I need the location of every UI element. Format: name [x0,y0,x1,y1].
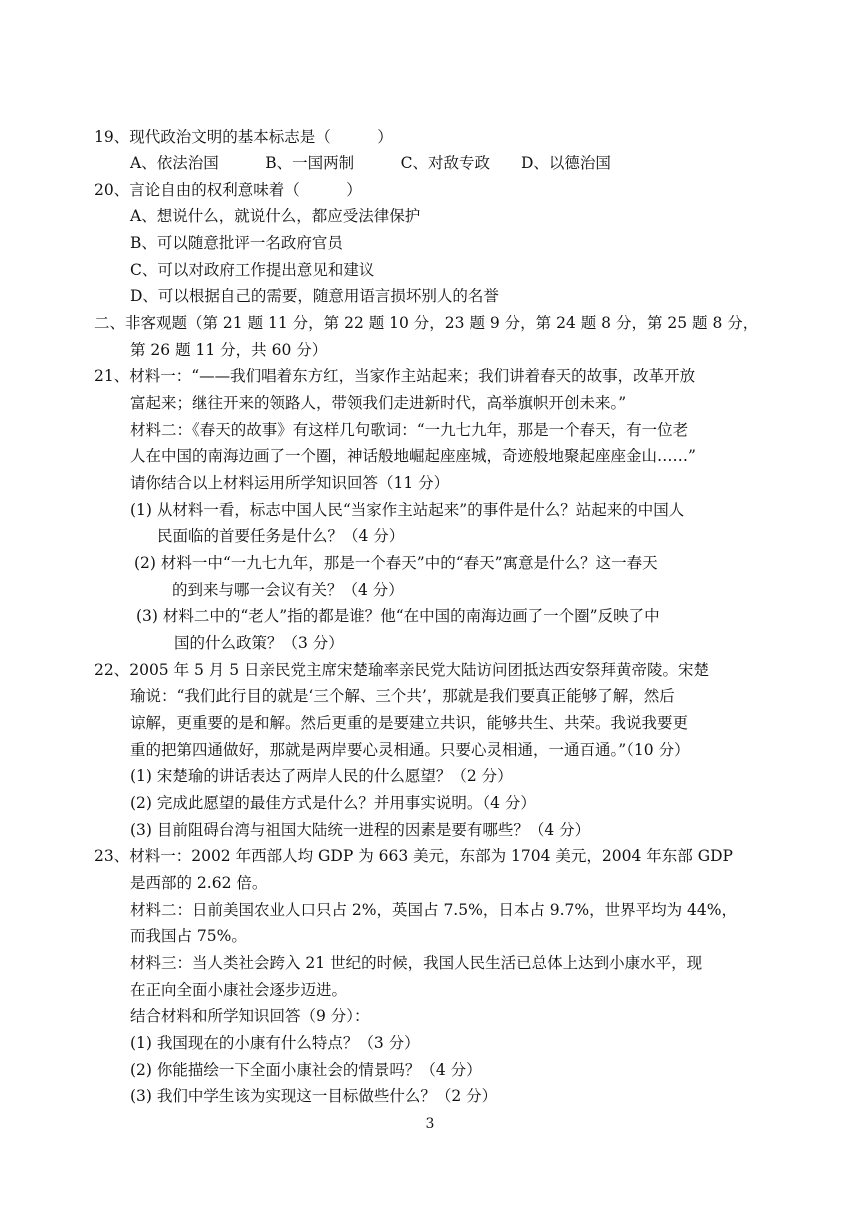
question-20-option-c: C、可以对政府工作提出意见和建议 [130,261,375,279]
question-21-material-1: 21、材料一：“——我们唱着东方红，当家作主站起来；我们讲着春天的故事，改革开放 [94,367,696,385]
question-20-option-b: B、可以随意批评一名政府官员 [130,234,343,252]
question-21-sub-3: (3) 材料二中的“老人”指的都是谁？他“在中国的南海边画了一个圈”反映了中 [136,607,660,625]
question-21-sub-2-cont: 的到来与哪一会议有关？（4 分） [172,581,404,599]
question-21-sub-1: (1) 从材料一看，标志中国人民“当家作主站起来”的事件是什么？站起来的中国人 [130,501,685,519]
question-23-material-2-cont: 而我国占 75%。 [130,927,247,945]
question-23-sub-2: (2) 你能描绘一下全面小康社会的情景吗？（4 分） [130,1061,482,1079]
question-23-sub-1: (1) 我国现在的小康有什么特点？（3 分） [130,1034,420,1052]
question-23-material-1: 23、材料一：2002 年西部人均 GDP 为 663 美元，东部为 1704 美元，2004 年东部 GDP [94,847,733,865]
question-22-sub-2: (2) 完成此愿望的最佳方式是什么？并用事实说明。（4 分） [130,794,536,812]
question-23-material-2: 材料二：日前美国农业人口只占 2%，英国占 7.5%，日本占 9.7%，世界平均为 44%， [130,901,738,919]
section-two-heading-cont: 第 26 题 11 分，共 60 分） [130,341,328,359]
section-two-heading: 二、非客观题（第 21 题 11 分，第 22 题 10 分，23 题 9 分，第 24 题 8 分，第 25 题 8 分， [94,314,759,332]
question-22-sub-1: (1) 宋楚瑜的讲话表达了两岸人民的什么愿望？（2 分） [130,767,513,785]
question-22-cont-1: 瑜说：“我们此行目的就是‘三个解、三个共’，那就是我们要真正能够了解，然后 [130,687,675,705]
question-22: 22、2005 年 5 月 5 日亲民党主席宋楚瑜率亲民党大陆访问团抵达西安祭拜黄帝陵。宋楚 [94,661,710,679]
question-20-option-d: D、可以根据自己的需要，随意用语言损坏别人的名誉 [130,287,499,305]
question-23-material-3: 材料三：当人类社会跨入 21 世纪的时候，我国人民生活已总体上达到小康水平，现 [130,954,703,972]
question-19: 19、现代政治文明的基本标志是（ ） [94,128,393,146]
question-22-cont-2: 谅解，更重要的是和解。然后更重的是要建立共识，能够共生、共荣。我说我要更 [130,714,689,732]
question-21-prompt: 请你结合以上材料运用所学知识回答（11 分） [130,474,450,492]
page-number: 3 [425,1116,435,1132]
question-20-option-a: A、想说什么，就说什么，都应受法律保护 [130,207,421,225]
question-23-sub-3: (3) 我们中学生该为实现这一目标做些什么？（2 分） [130,1087,498,1105]
question-23-prompt: 结合材料和所学知识回答（9 分）： [130,1007,370,1025]
question-21-sub-2: (2) 材料一中“一九七九年，那是一个春天”中的“春天”寓意是什么？这一春天 [134,554,658,572]
question-23-material-3-cont: 在正向全面小康社会逐步迈进。 [130,981,348,999]
question-21-material-1-cont: 富起来；继往开来的领路人，带领我们走进新时代，高举旗帜开创未来。” [130,394,627,412]
question-21-material-2-cont: 人在中国的南海边画了一个圈，神话般地崛起座座城，奇迹般地聚起座座金山……” [130,447,696,465]
question-21-material-2: 材料二：《春天的故事》有这样几句歌词：“一九七九年，那是一个春天，有一位老 [130,421,689,439]
question-22-cont-3: 重的把第四通做好，那就是两岸要心灵相通。只要心灵相通，一通百通。”（10 分） [130,741,690,759]
question-21-sub-3-cont: 国的什么政策？（3 分） [174,634,344,652]
question-21-sub-1-cont: 民面临的首要任务是什么？（4 分） [157,527,405,545]
question-23-material-1-cont: 是西部的 2.62 倍。 [130,874,268,892]
question-22-sub-3: (3) 目前阻碍台湾与祖国大陆统一进程的因素是要有哪些？（4 分） [130,821,591,839]
question-19-options: A、依法治国 B、一国两制 C、对敌专政 D、以德治国 [130,154,611,172]
question-20: 20、言论自由的权利意味着（ ） [94,181,362,199]
